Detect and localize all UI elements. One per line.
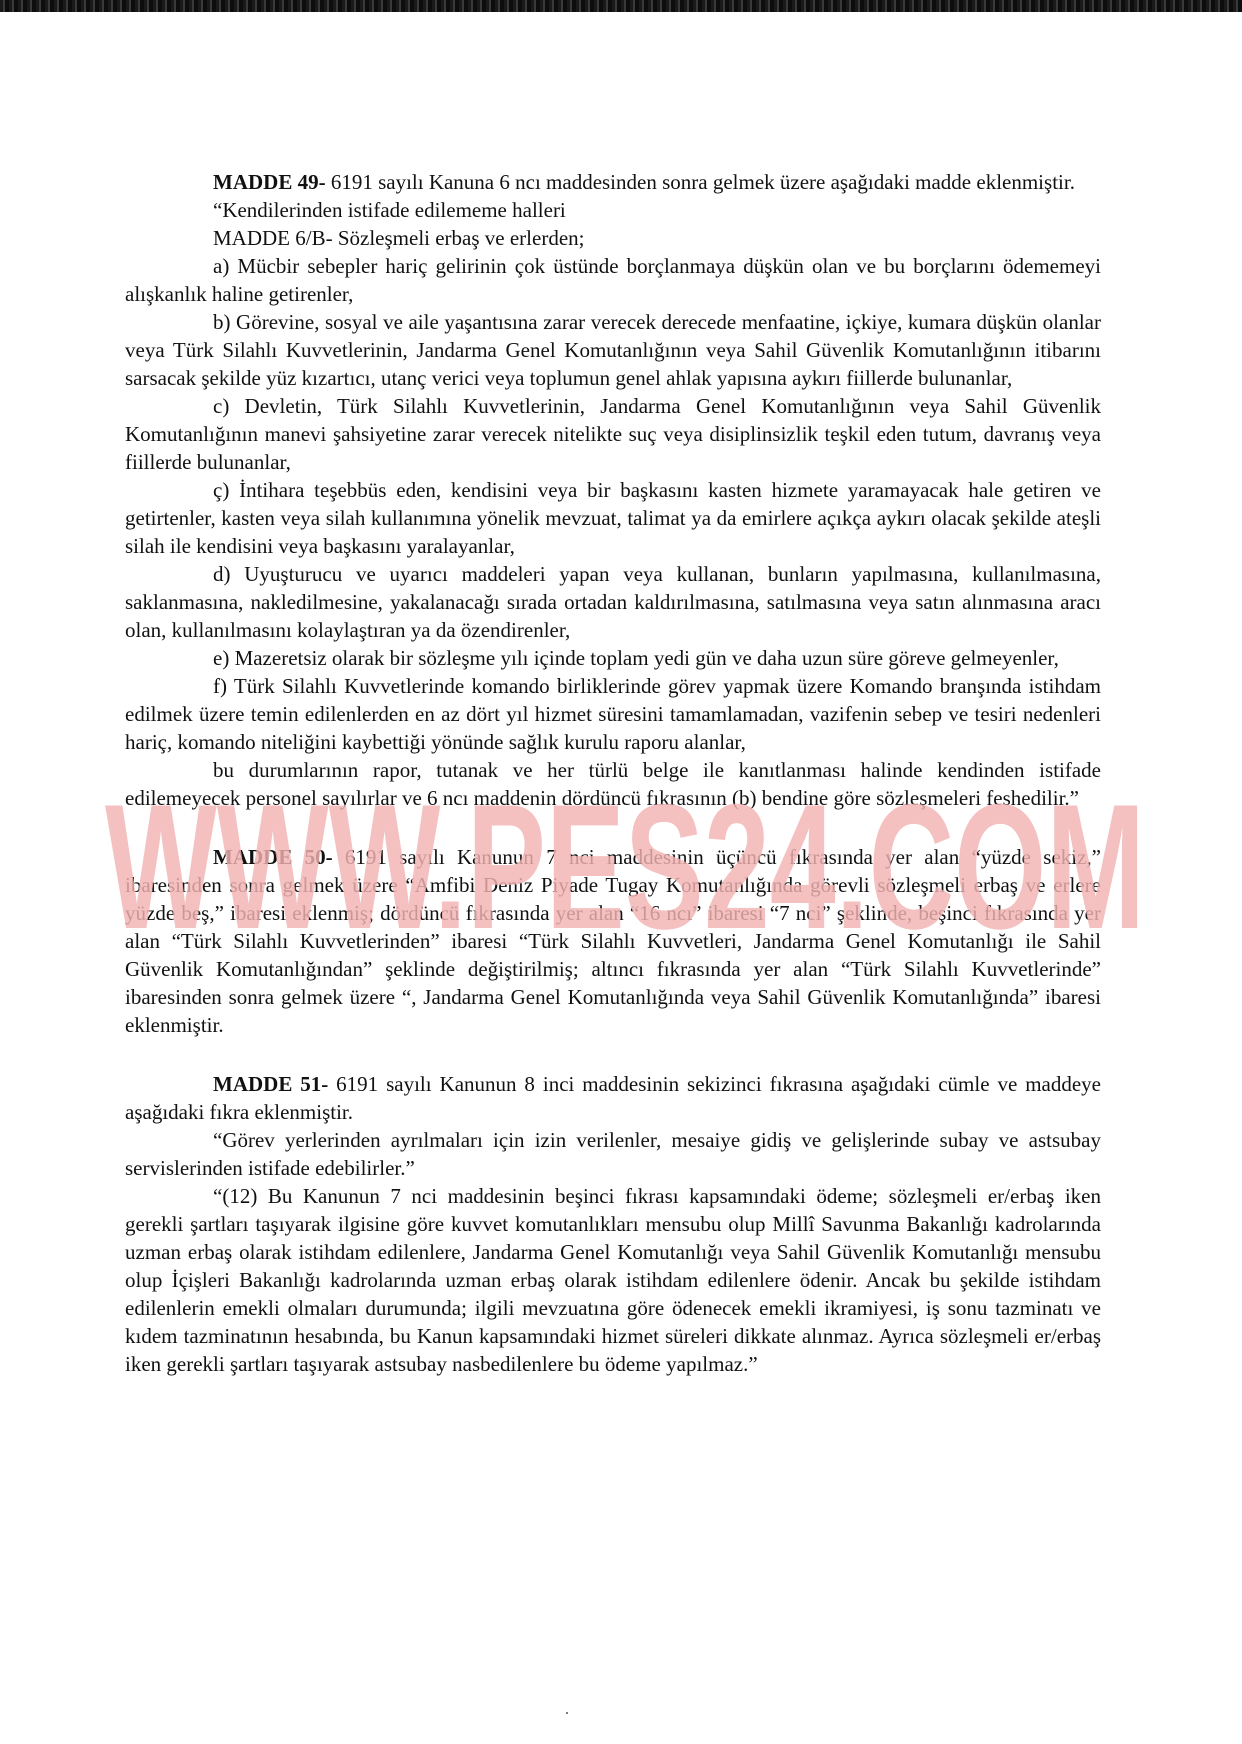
- watermark-text: WWW.PES24.COM: [105, 778, 1145, 953]
- article-50-heading-paragraph: [125, 843, 1101, 1039]
- article-51: [125, 1070, 1101, 1378]
- article-49-paragraph: MADDE 6/B- Sözleşmeli erbaş ve erlerden;: [213, 226, 585, 250]
- article-49-heading-paragraph: [125, 168, 1101, 196]
- scan-speck: [566, 1712, 568, 1714]
- article-49-item-e: e) Mazeretsiz olarak bir sözleşme yılı içinde toplam yedi gün ve daha uzun süre göreve gelmeyenler,: [213, 646, 1059, 670]
- article-50-text: 6191 sayılı Kanunun 7 nci maddesinin üçüncü fıkrasında yer alan “yüzde sekiz,” ibaresinden sonra gelmek üzere “Amfibi Deniz Piyade Tugay Komutanlığında görevli sözleşmeli erbaş ve erlere yüzde beş,” ibaresi eklenmiş; dördüncü fıkrasında yer alan “16 ncı” ibaresi “7 nci” şeklinde, beşinci fıkrasında yer alan “Türk Silahlı Kuvvetlerinden” ibaresi “Türk Silahlı Kuvvetleri, Jandarma Genel Komutanlığı ile Sahil Güvenlik Komutanlığından” şeklinde değiştirilmiş; altıncı fıkrasında yer alan “Türk Silahlı Kuvvetlerinde” ibaresinden sonra gelmek üzere “, Jandarma Genel Komutanlığında veya Sahil Güvenlik Komutanlığında” ibaresi eklenmiştir.: [125, 845, 1101, 1037]
- article-49-item-d: d) Uyuşturucu ve uyarıcı maddeleri yapan veya kullanan, bunların yapılmasına, kullanılmasına, saklanmasına, nakledilmesine, yakalanacağı sırada ortadan kaldırılmasına, satılmasına veya satın alınmasına aracı olan, kullanılmasını kolaylaştıran ya da özendirenler,: [125, 562, 1101, 642]
- article-50: [125, 843, 1101, 1039]
- scan-top-edge: [0, 0, 1242, 12]
- article-51-paragraph-12: “(12) Bu Kanunun 7 nci maddesinin beşinci fıkrası kapsamındaki ödeme; sözleşmeli er/erbaş iken gerekli şartları taşıyarak ilgisine göre kuvvet komutanlıkları mensubu olup Millî Savunma Bakanlığı kadrolarında uzman erbaş olarak istihdam edilenlere, Jandarma Genel Komutanlığı veya Sahil Güvenlik Komutanlığı mensubu olup İçişleri Bakanlığı kadrolarında uzman erbaş olarak istihdam edilenlere ödenir. Ancak bu şekilde istihdam edilenlerin emekli olmaları durumunda; ilgili mevzuatına göre ödenecek emekli ikramiyesi, iş sonu tazminatı ve kıdem tazminatının hesabında, bu Kanun kapsamındaki hizmet süreleri dikkate alınmaz. Ayrıca sözleşmeli er/erbaş iken gerekli şartları taşıyarak astsubay nasbedilenlere bu ödeme yapılmaz.”: [125, 1184, 1101, 1376]
- article-49-text: 6191 sayılı Kanuna 6 ncı maddesinden sonra gelmek üzere aşağıdaki madde eklenmiştir.: [325, 170, 1075, 194]
- article-49: [125, 168, 1101, 812]
- document-page: [125, 168, 1101, 1378]
- article-49-closing-paragraph: bu durumlarının rapor, tutanak ve her türlü belge ile kanıtlanması halinde kendinden istifade edilemeyecek personel sayılırlar ve 6 ncı maddenin dördüncü fıkrasının (b) bendine göre sözleşmeleri feshedilir.”: [125, 758, 1101, 810]
- article-49-item-c-cedilla: ç) İntihara teşebbüs eden, kendisini veya bir başkasını kasten hizmete yaramayacak hale getiren ve getirtenler, kasten veya silah kullanımına yönelik mevzuat, talimat ya da emirlere açıkça aykırı olacak şekilde ateşli silah ile kendisini veya başkasını yaralayanlar,: [125, 478, 1101, 558]
- section-gap: [125, 1039, 1101, 1070]
- article-49-item-f: f) Türk Silahlı Kuvvetlerinde komando birliklerinde görev yapmak üzere Komando branşında istihdam edilmek üzere temin edilenlerden en az dört yıl hizmet süresini tamamlamadan, vazifenin sebep ve tesiri nedenleri hariç, komando niteliğini kaybettiği yönünde sağlık kurulu raporu alanlar,: [125, 674, 1101, 754]
- article-50-label: MADDE 50-: [213, 845, 333, 869]
- article-49-item-c: c) Devletin, Türk Silahlı Kuvvetlerinin, Jandarma Genel Komutanlığının veya Sahil Güvenlik Komutanlığının manevi şahsiyetine zarar verecek nitelikte suç veya disiplinsizlik teşkil eden tutum, davranış veya fiillerde bulunanlar,: [125, 394, 1101, 474]
- article-51-text: 6191 sayılı Kanunun 8 inci maddesinin sekizinci fıkrasına aşağıdaki cümle ve maddeye aşağıdaki fıkra eklenmiştir.: [125, 1072, 1101, 1124]
- article-49-item-a: a) Mücbir sebepler hariç gelirinin çok üstünde borçlanmaya düşkün olan ve bu borçlarını ödememeyi alışkanlık haline getirenler,: [125, 254, 1101, 306]
- article-51-paragraph: “Görev yerlerinden ayrılmaları için izin verilenler, mesaiye gidiş ve gelişlerinde subay ve astsubay servislerinden istifade edebilirler.”: [125, 1128, 1101, 1180]
- section-gap: [125, 812, 1101, 843]
- article-49-paragraph: “Kendilerinden istifade edilememe halleri: [213, 198, 566, 222]
- article-49-label: MADDE 49-: [213, 170, 326, 194]
- article-49-item-b: b) Görevine, sosyal ve aile yaşantısına zarar verecek derecede menfaatine, içkiye, kumara düşkün olanlar veya Türk Silahlı Kuvvetlerinin, Jandarma Genel Komutanlığının veya Sahil Güvenlik Komutanlığının itibarını sarsacak şekilde yüz kızartıcı, utanç verici veya toplumun genel ahlak yapısına aykırı fiillerde bulunanlar,: [125, 310, 1101, 390]
- article-51-heading-paragraph: [125, 1070, 1101, 1126]
- article-51-label: MADDE 51-: [213, 1072, 329, 1096]
